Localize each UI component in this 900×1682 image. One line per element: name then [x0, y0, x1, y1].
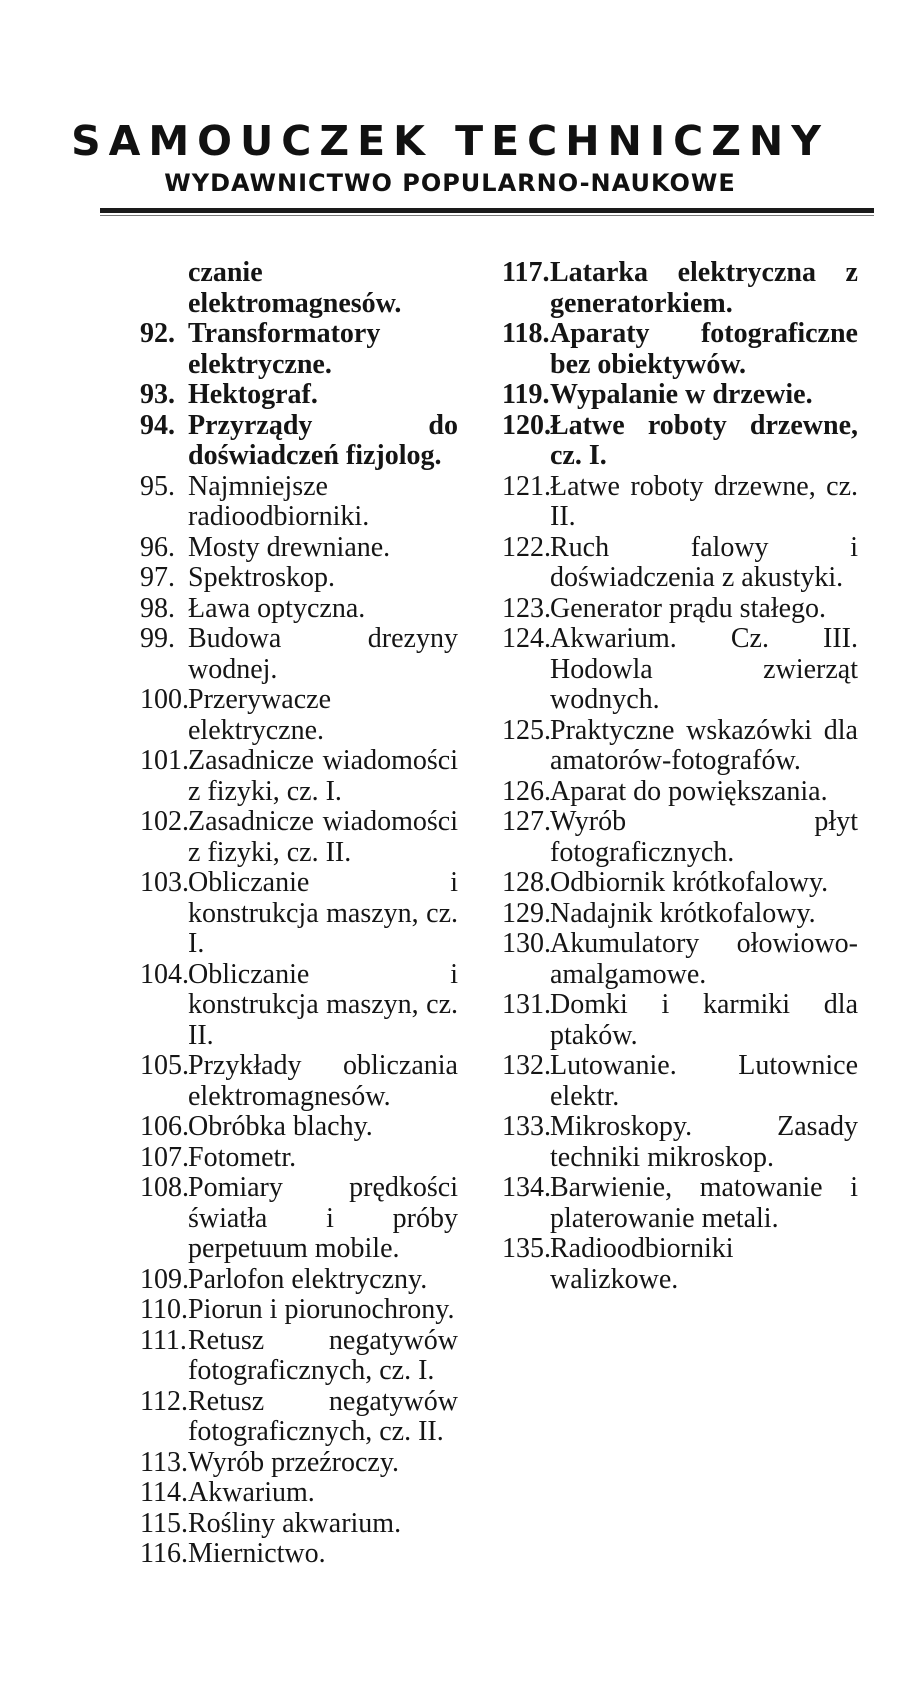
- entry-number: 123.: [502, 592, 551, 624]
- entry-number: 100.: [140, 684, 189, 715]
- entry-number: 128.: [502, 867, 551, 898]
- catalog-entry: [502, 258, 858, 319]
- entry-number: 101.: [140, 745, 189, 776]
- entry-title: Domki i karmiki dla ptaków.: [550, 989, 858, 1051]
- entry-title: Spektroskop.: [188, 562, 335, 593]
- entry-title: Lutowanie. Lutownice elektr.: [550, 1050, 858, 1112]
- catalog-entry: [502, 868, 858, 899]
- entry-title: Piorun i piorunochrony.: [188, 1294, 455, 1325]
- entry-title: Ruch falowy i doświadczenia z akustyki.: [550, 531, 858, 593]
- catalog-entry: [140, 472, 458, 533]
- entry-number: 119.: [502, 379, 550, 410]
- entry-title: Przykłady obliczania elektromagnesów.: [188, 1050, 458, 1112]
- entry-title: Aparat do powiększania.: [550, 775, 828, 807]
- entry-title: Barwienie, matowanie i platerowanie metali.: [550, 1172, 858, 1234]
- catalog-entry: [140, 1539, 458, 1570]
- entry-title: Transformatory elektryczne.: [188, 318, 381, 380]
- entry-number: 107.: [140, 1141, 189, 1173]
- entry-number: 112.: [140, 1385, 188, 1417]
- catalog-entry: [502, 899, 858, 930]
- header-rule: [100, 208, 874, 213]
- entry-title: Pomiary prędkości światła i próby perpetuum mobile.: [188, 1172, 458, 1264]
- catalog-entry: [502, 472, 858, 533]
- entry-title: Retusz negatywów fotograficznych, cz. I.: [188, 1324, 458, 1386]
- entry-number: 127.: [502, 806, 551, 837]
- entry-title: Akwarium.: [188, 1477, 315, 1508]
- catalog-entry: [140, 1448, 458, 1479]
- entry-title: Wyrób przeźroczy.: [188, 1446, 400, 1478]
- entry-title: Akwarium. Cz. III. Hodowla zwierząt wodnych.: [550, 623, 858, 715]
- entry-number: 134.: [502, 1172, 551, 1203]
- entry-number: 132.: [502, 1050, 551, 1081]
- catalog-entry: [140, 807, 458, 868]
- entry-number: 93.: [140, 379, 175, 410]
- catalog-entry: [140, 868, 458, 960]
- entry-title: Akumulatory ołowiowo-amalgamowe.: [550, 928, 858, 990]
- entry-number: 129.: [502, 897, 551, 929]
- entry-title: Rośliny akwarium.: [188, 1507, 402, 1539]
- entry-title: Aparaty fotograficzne bez obiektywów.: [550, 318, 858, 380]
- entry-title: Przyrządy do doświadczeń fizjolog.: [188, 409, 458, 471]
- entry-title: Obróbka blachy.: [188, 1111, 373, 1142]
- entry-title: Łatwe roboty drzewne, cz. II.: [550, 470, 858, 532]
- entry-title: Zasadnicze wiadomości z fizyki, cz. I.: [188, 745, 458, 807]
- entry-number: 97.: [140, 562, 175, 593]
- catalog-entry: [140, 1265, 458, 1296]
- catalog-entry: [140, 1387, 458, 1448]
- entry-title: Miernictwo.: [188, 1538, 326, 1569]
- entry-number: 135.: [502, 1233, 551, 1264]
- entry-title: Nadajnik krótkofalowy.: [550, 897, 816, 929]
- catalog-entry: [140, 624, 458, 685]
- catalog-entry: [502, 929, 858, 990]
- entry-number: 103.: [140, 867, 189, 898]
- entry-number: 104.: [140, 958, 189, 990]
- entry-number: 109.: [140, 1263, 189, 1295]
- catalog-entry: [502, 319, 858, 380]
- entry-number: 102.: [140, 806, 189, 837]
- entry-number: 113.: [140, 1446, 188, 1478]
- catalog-entry: [140, 1112, 458, 1143]
- header-rule-thin: [100, 215, 874, 216]
- catalog-entry: [140, 685, 458, 746]
- entry-number: 121.: [502, 470, 551, 502]
- entry-number: 95.: [140, 470, 175, 502]
- entry-number: 105.: [140, 1050, 189, 1081]
- catalog-entry: [502, 716, 858, 777]
- catalog-entry: [502, 807, 858, 868]
- catalog-entry: [140, 319, 458, 380]
- catalog-entry: [502, 1173, 858, 1234]
- entry-title: Zasadnicze wiadomości z fizyki, cz. II.: [188, 806, 458, 868]
- catalog-entry: [502, 594, 858, 625]
- entry-number: 122.: [502, 531, 551, 563]
- catalog-entry: [140, 1509, 458, 1540]
- entry-number: 115.: [140, 1507, 188, 1539]
- right-entry-list: [502, 258, 858, 1295]
- entry-number: 106.: [140, 1111, 189, 1142]
- entry-title: Przerywacze elektryczne.: [188, 684, 332, 746]
- catalog-entry: [140, 1295, 458, 1326]
- publisher-name: WYDAWNICTWO POPULARNO-NAUKOWE: [164, 169, 736, 197]
- right-column: [502, 258, 858, 1295]
- entry-title: Wypalanie w drzewie.: [550, 379, 813, 410]
- catalog-entry: [140, 1326, 458, 1387]
- entry-title: Fotometr.: [188, 1141, 297, 1173]
- entry-number: 120.: [502, 409, 551, 441]
- catalog-entry: [502, 1234, 858, 1295]
- entry-title: Radioodbiorniki walizkowe.: [550, 1233, 734, 1295]
- catalog-entry: [502, 1051, 858, 1112]
- entry-title: Wyrób płyt fotograficznych.: [550, 806, 858, 868]
- entry-number: 124.: [502, 623, 551, 654]
- page-header: [0, 118, 900, 198]
- catalog-entry: [140, 746, 458, 807]
- catalog-entry: [140, 1478, 458, 1509]
- entry-number: 98.: [140, 592, 175, 624]
- entry-title: Łatwe roboty drzewne, cz. I.: [550, 409, 858, 471]
- entry-number: 99.: [140, 623, 175, 654]
- entry-number: 96.: [140, 531, 175, 563]
- entry-number: 118.: [502, 318, 550, 349]
- catalog-entry: [140, 1143, 458, 1174]
- entry-number: 94.: [140, 409, 175, 441]
- entry-title: Generator prądu stałego.: [550, 592, 826, 624]
- left-entry-list: [140, 319, 458, 1570]
- catalog-entry: [140, 380, 458, 411]
- catalog-entry: [140, 533, 458, 564]
- entry-title: Praktyczne wskazówki dla amatorów-fotografów.: [550, 714, 858, 776]
- entry-number: 126.: [502, 775, 551, 807]
- entry-number: 114.: [140, 1477, 188, 1508]
- catalog-entry: [140, 960, 458, 1052]
- entry-title: Latarka elektryczna z generatorkiem.: [550, 257, 858, 319]
- entry-number: 131.: [502, 989, 551, 1020]
- entry-title: Hektograf.: [188, 379, 318, 410]
- entry-number: 92.: [140, 318, 175, 349]
- catalog-entry: [502, 533, 858, 594]
- catalog-entry: [140, 563, 458, 594]
- continuation-text: czanie elektromagnesów.: [188, 257, 402, 319]
- entry-number: 116.: [140, 1538, 188, 1569]
- entry-title: Retusz negatywów fotograficznych, cz. II.: [188, 1385, 458, 1447]
- entry-title: Parlofon elektryczny.: [188, 1263, 428, 1295]
- catalog-entry: [502, 990, 858, 1051]
- entry-title: Odbiornik krótkofalowy.: [550, 867, 829, 898]
- entry-title: Najmniejsze radioodbiorniki.: [188, 470, 370, 532]
- catalog-entry: [140, 1173, 458, 1265]
- catalog-entry: [502, 411, 858, 472]
- entry-title: Obliczanie i konstrukcja maszyn, cz. II.: [188, 958, 458, 1051]
- series-title: SAMOUCZEK TECHNICZNY: [71, 117, 829, 165]
- entry-number: 110.: [140, 1294, 188, 1325]
- entry-title: Ława optyczna.: [188, 592, 366, 624]
- left-column: [140, 258, 458, 1570]
- entry-title: Mikroskopy. Zasady techniki mikroskop.: [550, 1111, 858, 1173]
- entry-number: 108.: [140, 1172, 189, 1203]
- catalog-entry: [140, 411, 458, 472]
- catalog-entry: [502, 380, 858, 411]
- catalog-entry: [140, 1051, 458, 1112]
- entry-number: 111.: [140, 1324, 187, 1356]
- entry-number: 125.: [502, 714, 551, 746]
- entry-title: Obliczanie i konstrukcja maszyn, cz. I.: [188, 867, 458, 959]
- entry-number: 117.: [502, 257, 550, 288]
- catalog-entry: [502, 1112, 858, 1173]
- entry-title: Budowa drezyny wodnej.: [188, 623, 458, 685]
- entry-number: 130.: [502, 928, 551, 959]
- entry-number: 133.: [502, 1111, 551, 1142]
- catalog-entry: [140, 594, 458, 625]
- catalog-entry: [502, 624, 858, 716]
- catalog-entry: [502, 777, 858, 808]
- entry-title: Mosty drewniane.: [188, 531, 391, 563]
